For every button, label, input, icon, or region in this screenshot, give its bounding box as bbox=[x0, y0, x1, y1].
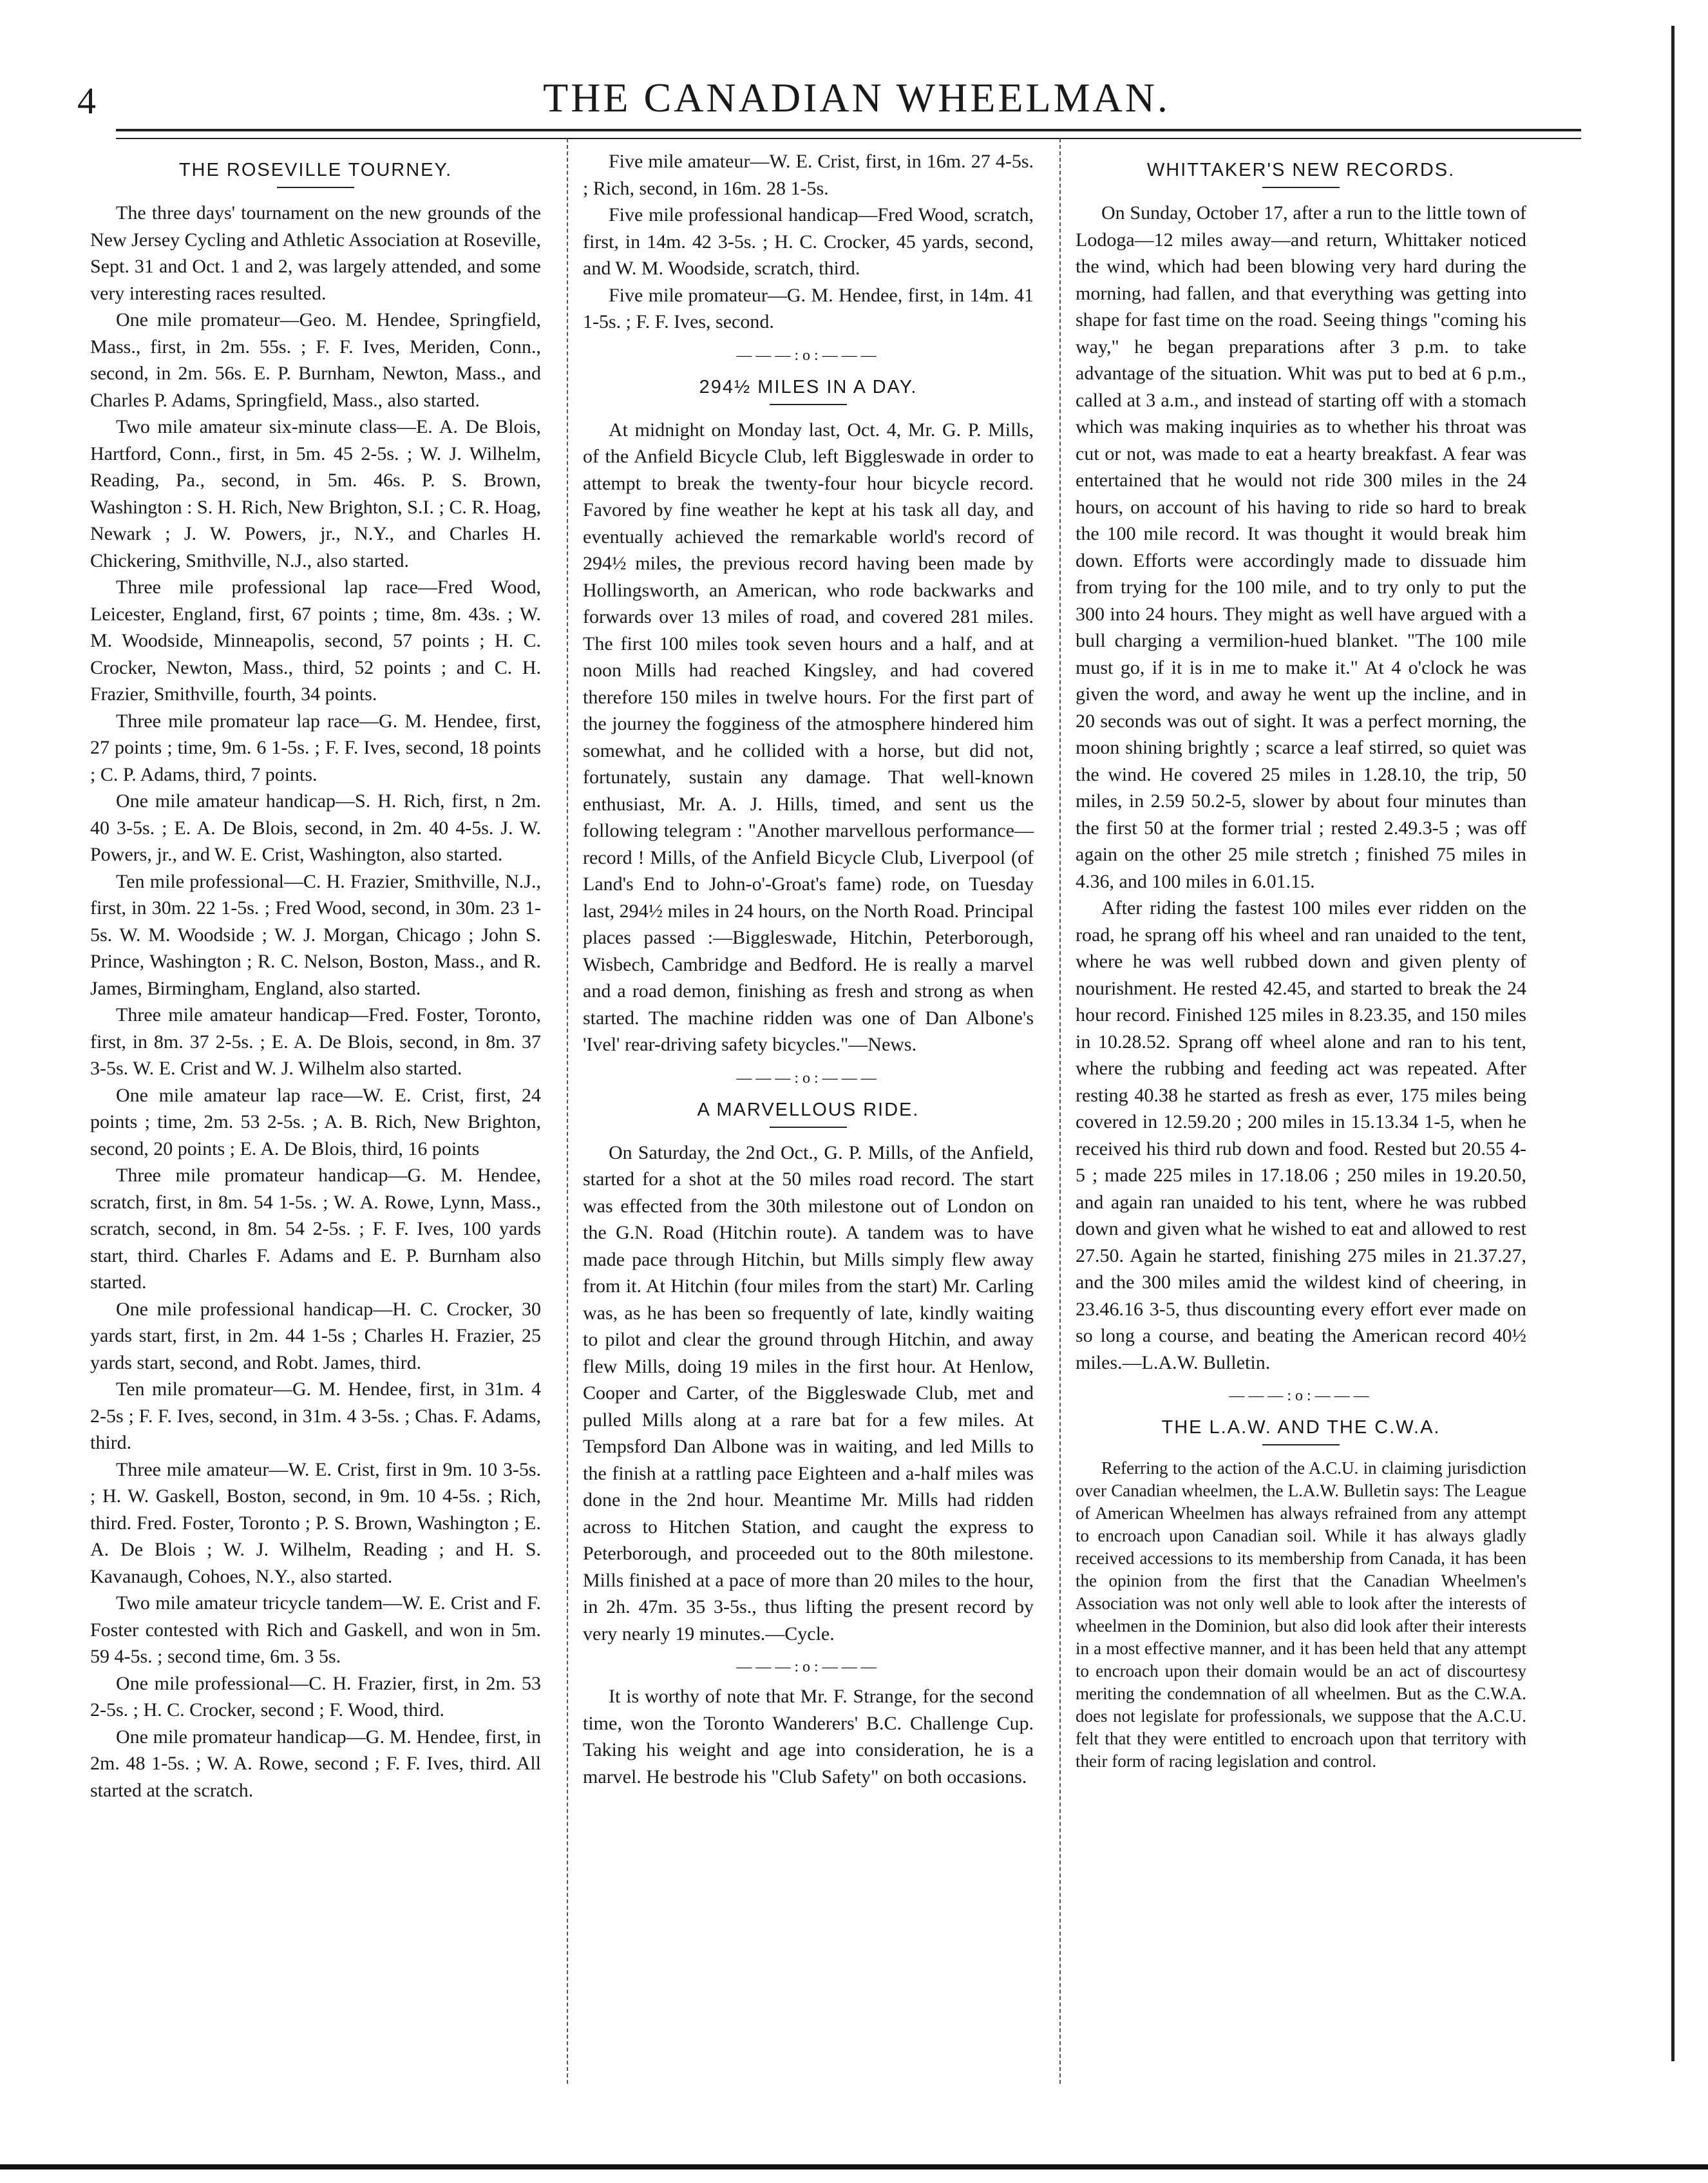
paragraph: One mile promateur—Geo. M. Hendee, Springfield, Mass., first, in 2m. 55s. ; F. F. Ives, Meriden, Conn., second, in 2m. 56s. E. P. Burnham, Newton, Mass., and Charles P. Adams, Springfield, Mass., also started. bbox=[90, 309, 541, 411]
article-title: THE L.A.W. AND THE C.W.A. bbox=[1161, 1417, 1441, 1438]
paragraph: Ten mile professional—C. H. Frazier, Smithville, N.J., first, in 30m. 22 1-5s. ; Fred Wood, second, in 30m. 23 1-5s. W. M. Woodside ; W. J. Morgan, Chicago ; John S. Prince, Washington ; R. C. Nelson, Boston, Mass., and R. James, Birmingham, England, also started. bbox=[90, 870, 541, 999]
paragraph: It is worthy of note that Mr. F. Strange, for the second time, won the Toronto Wanderers' B.C. Challenge Cup. Taking his weight and age into consideration, he is a marvel. He bestrode his "Club Safety" on both occasions. bbox=[583, 1686, 1034, 1787]
paragraph: Two mile amateur six-minute class—E. A. De Blois, Hartford, Conn., first, in 5m. 45 2-5s. ; W. J. Wilhelm, Reading, Pa., second, in 5m. 46s. P. S. Brown, Washington : S. H. Rich, New Brighton, S.I. ; C. R. Hoag, Newark ; J. W. Powers, jr., N.Y., and Charles H. Chickering, Smithville, N.J., also started. bbox=[90, 416, 541, 571]
article-title: THE ROSEVILLE TOURNEY. bbox=[178, 160, 453, 180]
paragraph: Ten mile promateur—G. M. Hendee, first, in 31m. 4 2-5s ; F. F. Ives, second, in 31m. 4 3-5s. ; Chas. F. Adams, third. bbox=[90, 1378, 541, 1453]
paragraph: Three mile promateur lap race—G. M. Hendee, first, 27 points ; time, 9m. 6 1-5s. ; F. F. Ives, second, 18 points ; C. P. Adams, third, 7 points. bbox=[90, 710, 541, 785]
paragraph: One mile promateur handicap—G. M. Hendee, first, in 2m. 48 1-5s. ; W. A. Rowe, second ; F. F. Ives, third. All started at the scratch. bbox=[90, 1726, 541, 1801]
paragraph: Three mile professional lap race—Fred Wood, Leicester, England, first, 67 points ; time, 8m. 43s. ; W. M. Woodside, Minneapolis, second, 57 points ; H. C. Crocker, Newton, Mass., third, 52 points ; and C. H. Frazier, Smithville, fourth, 34 points. bbox=[90, 577, 541, 705]
paragraph: Referring to the action of the A.C.U. in claiming jurisdiction over Canadian wheelmen, the L.A.W. Bulletin says: The League of American Wheelmen has always refrained from any attempt to encroach upon Canadian soil. While it has always gladly received accessions to its membership from Canada, it has been the opinion from the first that the Canadian Wheelmen's Association was not only well able to look after the interests of wheelmen in the Dominion, but also did look after their interests in a most effective manner, and it has been held that any attempt to encroach upon their domain would be an act of discourtesy meriting the condemnation of all wheelmen. But as the C.W.A. does not legislate for professionals, we suppose that the A.C.U. felt that they were entitled to encroach upon that territory with their form of racing legislation and control. bbox=[1076, 1458, 1526, 1771]
column-1 bbox=[90, 148, 541, 1804]
paragraph: Five mile promateur—G. M. Hendee, first, in 14m. 41 1-5s. ; F. F. Ives, second. bbox=[583, 284, 1034, 332]
paragraph: One mile amateur lap race—W. E. Crist, first, 24 points ; time, 2m. 53 2-5s. ; A. B. Rich, New Brighton, second, 20 points ; E. A. De Blois, third, 16 points bbox=[90, 1084, 541, 1159]
page-edge-rule bbox=[1671, 26, 1675, 2061]
paragraph: Three mile amateur handicap—Fred. Foster, Toronto, first, in 8m. 37 2-5s. ; E. A. De Blois, second, in 8m. 37 3-5s. W. E. Crist and W. J. Wilhelm also started. bbox=[90, 1004, 541, 1079]
paragraph: Five mile professional handicap—Fred Wood, scratch, first, in 14m. 42 3-5s. ; H. C. Crocker, 45 yards, second, and W. M. Woodside, scratch, third. bbox=[583, 204, 1034, 279]
paragraph: One mile amateur handicap—S. H. Rich, first, n 2m. 40 3-5s. ; E. A. De Blois, second, in 2m. 40 4-5s. J. W. Powers, jr., and W. E. Crist, Washington, also started. bbox=[90, 790, 541, 865]
paragraph: Five mile amateur—W. E. Crist, first, in 16m. 27 4-5s. ; Rich, second, in 16m. 28 1-5s. bbox=[583, 151, 1034, 199]
paragraph: Three mile amateur—W. E. Crist, first in 9m. 10 3-5s. ; H. W. Gaskell, Boston, second, in 9m. 10 4-5s. ; Rich, third. Fred. Foster, Toronto ; P. S. Brown, Washington ; E. A. De Blois ; W. J. Wilhelm, Reading ; and H. S. Kavanaugh, Cohoes, N.Y., also started. bbox=[90, 1458, 541, 1587]
article-title: A MARVELLOUS RIDE. bbox=[697, 1099, 920, 1120]
paragraph: The three days' tournament on the new grounds of the New Jersey Cycling and Athletic Association at Roseville, Sept. 31 and Oct. 1 and 2, was largely attended, and some very interesting races resulted. bbox=[90, 202, 541, 304]
title-rule bbox=[1262, 1444, 1340, 1445]
article-title: 294½ MILES IN A DAY. bbox=[699, 376, 918, 397]
column-divider bbox=[1059, 138, 1061, 2084]
title-rule bbox=[277, 187, 354, 188]
paragraph: One mile professional handicap—H. C. Crocker, 30 yards start, first, in 2m. 44 1-5s ; Charles H. Frazier, 25 yards start, second, and Robt. James, third. bbox=[90, 1298, 541, 1373]
paragraph: Two mile amateur tricycle tandem—W. E. Crist and F. Foster contested with Rich and Gaskell, and won in 5m. 59 4-5s. ; second time, 6m. 3 5s. bbox=[90, 1592, 541, 1667]
section-separator: ———:o:——— bbox=[736, 347, 880, 364]
paragraph: One mile professional—C. H. Frazier, first, in 2m. 53 2-5s. ; H. C. Crocker, second ; F. Wood, third. bbox=[90, 1672, 541, 1721]
column-divider bbox=[567, 138, 568, 2084]
paragraph: On Sunday, October 17, after a run to the little town of Lodoga—12 miles away—and return, Whittaker noticed the wind, which had been blowing very hard during the morning, had fallen, and that everything was getting into shape for fast time on the road. Seeing things "coming his way," he began preparations after 3 p.m. to take advantage of the situation. Whit was put to bed at 6 p.m., called at 3 a.m., and instead of starting off with a stomach which was making inquiries as to whether his throat was cut or not, was made to eat a hearty breakfast. A fear was entertained that he would not ride 300 miles in the 24 hours, on account of his having to ride so hard to break the 100 mile record. It was thought it would break him down. Efforts were accordingly made to dissuade him from trying for the 100 mile, and to try only to put the 300 into 24 hours. They might as well have argued with a bull charging a vermilion-hued blanket. "The 100 mile must go, if it is in me to make it." At 4 o'clock he was given the word, and away he went up the incline, and in 20 seconds was out of sight. It was a perfect morning, the moon shining brightly ; scarce a leaf stirred, so quiet was the wind. He covered 25 miles in 1.28.10, the trip, 50 miles, in 2.59 50.2-5, slower by about four minutes than the first 50 at the former trial ; rested 2.49.3-5 ; was off again on the other 25 mile stretch ; finished 75 miles in 4.36, and 100 miles in 6.01.15. bbox=[1076, 202, 1526, 892]
column-3 bbox=[1076, 148, 1526, 1773]
title-rule bbox=[770, 404, 847, 405]
section-separator: ———:o:——— bbox=[736, 1659, 880, 1675]
paragraph: On Saturday, the 2nd Oct., G. P. Mills, of the Anfield, started for a shot at the 50 miles road record. The start was effected from the 30th milestone out of London on the G.N. Road (Hitchin route). A tandem was to have made pace through Hitchin, but Mills simply flew away from it. At Hitchin (four miles from the start) Mr. Carling was, as he has been so frequently of late, kindly waiting to pilot and clear the ground through Hitchin, and away flew Mills, doing 19 miles in the first hour. At Henlow, Cooper and Carter, of the Biggleswade Club, met and pulled Mills along at a rare bat for a few miles. At Tempsford Dan Albone was in waiting, and led Mills to the finish at a rattling pace Eighteen and a-half miles was done in the 2nd hour. Meantime Mr. Mills had ridden across to Hitchen Station, and caught the express to Peterborough, and proceeded out to the 80th milestone. Mills finished at a pace of more than 20 miles to the hour, in 2h. 47m. 35 3-5s., thus lifting the present record by very nearly 19 minutes.—Cycle. bbox=[583, 1141, 1034, 1644]
column-2 bbox=[583, 148, 1034, 1790]
masthead-rule bbox=[116, 129, 1581, 139]
title-rule bbox=[770, 1127, 847, 1128]
masthead-title: THE CANADIAN WHEELMAN. bbox=[543, 75, 1170, 120]
paragraph: After riding the fastest 100 miles ever ridden on the road, he sprang off his wheel and ran unaided to the tent, where he was well rubbed down and given plenty of nourishment. He rested 42.45, and started to break the 24 hour record. Finished 125 miles in 8.23.35, and 150 miles in 10.28.52. Sprang off wheel alone and ran to his tent, where the rubbing and feeding act was repeated. After resting 40.38 he started as fresh as ever, 175 miles being covered in 12.59.20 ; 200 miles in 15.13.34 1-5, when he received his third rub down and food. Rested but 20.55 4-5 ; made 225 miles in 17.18.06 ; 250 miles in 19.20.50, and again ran unaided to his tent, where he was rubbed down and given what he wished to eat and allowed to rest 27.50. Again he started, finishing 275 miles in 21.37.27, and the 300 miles amid the wildest kind of cheering, in 23.46.16 3-5, thus discounting every effort ever made on so long a course, and beating the American record 40½ miles.—L.A.W. Bulletin. bbox=[1076, 897, 1526, 1373]
section-separator: ———:o:——— bbox=[1229, 1387, 1373, 1404]
paragraph: Three mile promateur handicap—G. M. Hendee, scratch, first, in 8m. 54 1-5s. ; W. A. Rowe, Lynn, Mass., scratch, second, in 8m. 54 2-5s. ; F. F. Ives, 100 yards start, third. Charles F. Adams and E. P. Burnham also started. bbox=[90, 1165, 541, 1293]
section-separator: ———:o:——— bbox=[736, 1069, 880, 1087]
page-bottom-rule bbox=[0, 2164, 1708, 2169]
title-rule bbox=[1262, 187, 1340, 188]
article-title: WHITTAKER'S NEW RECORDS. bbox=[1146, 160, 1456, 180]
page-number: 4 bbox=[77, 80, 96, 122]
paragraph: At midnight on Monday last, Oct. 4, Mr. G. P. Mills, of the Anfield Bicycle Club, left Biggleswade in order to attempt to break the twenty-four hour bicycle record. Favored by fine weather he kept at his task all day, and eventually achieved the remarkable world's record of 294½ miles, the previous record having been made by Hollingsworth, an American, who rode backwarks and forwards over 13 miles of road, and covered 281 miles. The first 100 miles took seven hours and a half, and at noon Mills had reached Kingsley, and had covered therefore 150 miles in twelve hours. For the first part of the journey the fogginess of the atmosphere hindered him somewhat, and he collided with a horse, but did not, fortunately, sustain any damage. That well-known enthusiast, Mr. A. J. Hills, timed, and sent us the following telegram : "Another marvellous performance—record ! Mills, of the Anfield Bicycle Club, Liverpool (of Land's End to John-o'-Groat's fame) rode, on Tuesday last, 294½ miles in 24 hours, on the North Road. Principal places passed :—Biggleswade, Hitchin, Peterborough, Wisbech, Cambridge and Bedford. He is really a marvel and a road demon, finishing as fresh and strong as when started. The machine ridden was one of Dan Albone's 'Ivel' rear-driving safety bicycles."—News. bbox=[583, 419, 1034, 1055]
